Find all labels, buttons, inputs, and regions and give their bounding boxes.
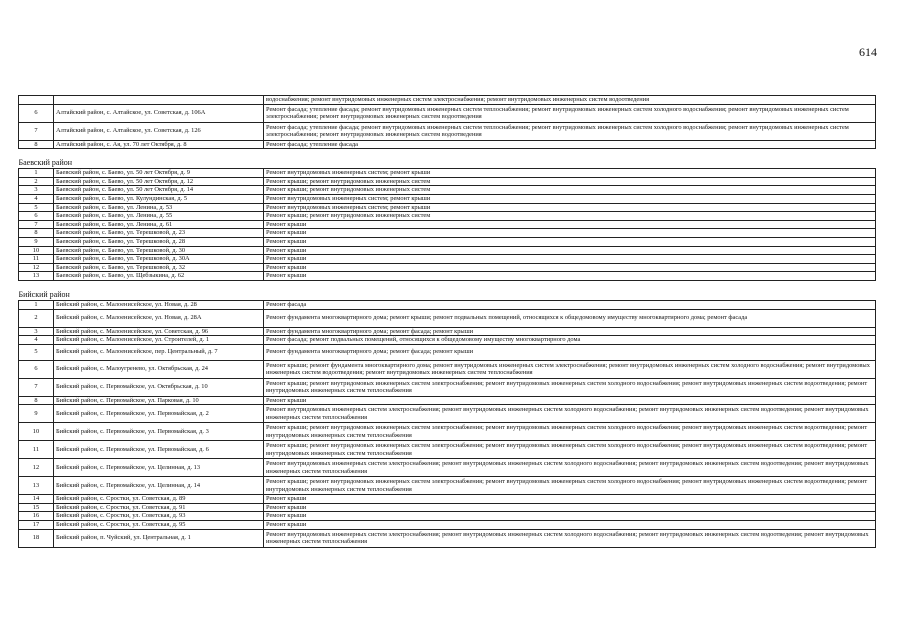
row-number: 17 [19,521,54,530]
row-works: Ремонт крыши [264,521,876,530]
row-number: 8 [19,229,54,238]
table-row [19,512,876,521]
row-works: Ремонт крыши [264,255,876,264]
row-works: Ремонт внутридомовых инженерных систем электроснабжения; ремонт внутридомовых инженерных систем холодного водоснабжения; ремонт внутридомовых инженерных систем водоотведения; ремонт внутридомовых инженерных систем теплоснабжения [264,405,876,423]
row-address [54,96,264,105]
row-number [19,96,54,105]
row-works: Ремонт фундамента многоквартирного дома; ремонт крыши; ремонт подвальных помещений, относящихся к общедомовому имуществу многоквартирного дома; ремонт фасада [264,309,876,327]
district-title: Бийский район [19,280,876,300]
document-body [18,95,876,548]
row-works: Ремонт крыши [264,220,876,229]
table-row [19,203,876,212]
row-works: Ремонт крыши [264,246,876,255]
row-number: 5 [19,344,54,360]
row-address: Бийский район, с. Малоенисейское, ул. Строителей, д. 1 [54,336,264,345]
row-address: Бийский район, с. Малоугренево, ул. Октябрьская, д. 24 [54,360,264,378]
row-number: 10 [19,423,54,441]
row-number: 8 [19,140,54,149]
row-address: Бийский район, с. Первомайское, ул. Целинная, д. 13 [54,459,264,477]
table-row [19,336,876,345]
table-row [19,169,876,178]
repair-program-table [18,95,876,548]
row-address: Бийский район, с. Малоенисейское, ул. Новая, д. 28 [54,300,264,309]
row-works: Ремонт фасада; ремонт подвальных помещений, относящихся к общедомовому имуществу многоквартирного дома [264,336,876,345]
row-number: 13 [19,477,54,495]
table-body [19,96,876,548]
row-number: 6 [19,212,54,221]
row-works: Ремонт внутридомовых инженерных систем; ремонт крыши [264,194,876,203]
table-row [19,529,876,547]
row-address: Алтайский район, с. Алтайское, ул. Советская, д. 106А [54,104,264,122]
row-works: Ремонт крыши [264,396,876,405]
row-address: Бийский район, п. Чуйский, ул. Центральная, д. 1 [54,529,264,547]
row-number: 2 [19,309,54,327]
table-row [19,272,876,281]
district-title: Баевский район [19,149,876,169]
row-address: Баевский район, с. Баево, ул. Ленина, д. 55 [54,212,264,221]
row-number: 6 [19,360,54,378]
row-works: Ремонт крыши; ремонт внутридомовых инженерных систем электроснабжения; ремонт внутридомовых инженерных систем холодного водоснабжения; ремонт внутридомовых инженерных систем водоотведения; ремонт внутридомовых инженерных систем теплоснабжения [264,378,876,396]
row-number: 1 [19,300,54,309]
table-row [19,229,876,238]
table-row [19,255,876,264]
row-works: Ремонт внутридомовых инженерных систем электроснабжения; ремонт внутридомовых инженерных систем холодного водоснабжения; ремонт внутридомовых инженерных систем водоотведения; ремонт внутридомовых инженерных систем теплоснабжения [264,459,876,477]
table-row [19,327,876,336]
row-works: Ремонт фасада [264,300,876,309]
row-works: Ремонт фасада; утепление фасада; ремонт внутридомовых инженерных систем теплоснабжения; ремонт внутридомовых инженерных систем холодного водоснабжения; ремонт внутридомовых инженерных систем электроснабжения; ремонт внутридомовых инженерных систем водоотведения [264,122,876,140]
row-address: Бийский район, с. Малоенисейское, ул. Советская, д. 96 [54,327,264,336]
row-address: Бийский район, с. Малоенисейское, пер. Центральный, д. 7 [54,344,264,360]
table-row [19,521,876,530]
table-row [19,104,876,122]
row-number: 18 [19,529,54,547]
row-number: 15 [19,503,54,512]
row-number: 7 [19,122,54,140]
row-works: Ремонт крыши [264,495,876,504]
district-header [19,149,876,169]
row-number: 9 [19,405,54,423]
row-works: Ремонт крыши [264,503,876,512]
row-address: Баевский район, с. Баево, ул. Терешковой, д. 23 [54,229,264,238]
table-row [19,186,876,195]
row-number: 16 [19,512,54,521]
table-row [19,96,876,105]
row-works: Ремонт фундамента многоквартирного дома; ремонт фасада; ремонт крыши [264,344,876,360]
row-address: Бийский район, с. Первомайское, ул. Первомайская, д. 3 [54,423,264,441]
row-works: Ремонт внутридомовых инженерных систем электроснабжения; ремонт внутридомовых инженерных систем холодного водоснабжения; ремонт внутридомовых инженерных систем водоотведения; ремонт внутридомовых инженерных систем теплоснабжения [264,529,876,547]
table-row [19,309,876,327]
row-address: Бийский район, с. Первомайское, ул. Октябрьская, д. 10 [54,378,264,396]
row-works: Ремонт внутридомовых инженерных систем; ремонт крыши [264,169,876,178]
table-row [19,405,876,423]
row-address: Бийский район, с. Первомайское, ул. Целинная, д. 14 [54,477,264,495]
row-address: Баевский район, с. Баево, ул. Ленина, д. 61 [54,220,264,229]
row-address: Бийский район, с. Первомайское, ул. Первомайская, д. 2 [54,405,264,423]
table-row [19,459,876,477]
row-number: 1 [19,169,54,178]
row-works: Ремонт фундамента многоквартирного дома; ремонт фасада; ремонт крыши [264,327,876,336]
table-row [19,396,876,405]
table-row [19,212,876,221]
row-address: Алтайский район, с. Алтайское, ул. Советская, д. 126 [54,122,264,140]
row-address: Баевский район, с. Баево, ул. 50 лет Октября, д. 12 [54,177,264,186]
row-works: Ремонт крыши; ремонт фундамента многоквартирного дома; ремонт внутридомовых инженерных систем электроснабжения; ремонт внутридомовых инженерных систем холодного водоснабжения; ремонт внутридомовых инженерных систем водоотведения; ремонт внутридомовых инженерных систем теплоснабжения [264,360,876,378]
table-row [19,477,876,495]
row-number: 10 [19,246,54,255]
table-row [19,300,876,309]
table-row [19,177,876,186]
row-address: Баевский район, с. Баево, ул. Терешковой, д. 28 [54,237,264,246]
table-row [19,503,876,512]
row-works: Ремонт крыши [264,263,876,272]
table-row [19,441,876,459]
row-address: Бийский район, с. Сростки, ул. Советская, д. 91 [54,503,264,512]
row-number: 7 [19,220,54,229]
row-address: Баевский район, с. Баево, ул. 50 лет Октября, д. 14 [54,186,264,195]
row-address: Бийский район, с. Первомайское, ул. Парковая, д. 10 [54,396,264,405]
row-number: 7 [19,378,54,396]
row-works: водоснабжения; ремонт внутридомовых инженерных систем электроснабжения; ремонт внутридомовых инженерных систем водоотведения [264,96,876,105]
table-row [19,140,876,149]
row-address: Баевский район, с. Баево, ул. Кулундинская, д. 5 [54,194,264,203]
row-address: Баевский район, с. Баево, ул. Терешковой, д. 30 [54,246,264,255]
row-address: Баевский район, с. Баево, ул. Терешковой, д. 30А [54,255,264,264]
table-row [19,378,876,396]
table-row [19,220,876,229]
table-row [19,122,876,140]
row-address: Баевский район, с. Баево, ул. Ленина, д. 53 [54,203,264,212]
row-works: Ремонт крыши; ремонт внутридомовых инженерных систем [264,177,876,186]
row-number: 14 [19,495,54,504]
row-address: Бийский район, с. Малоенисейское, ул. Новая, д. 28А [54,309,264,327]
table-row [19,263,876,272]
row-works: Ремонт крыши; ремонт внутридомовых инженерных систем электроснабжения; ремонт внутридомовых инженерных систем холодного водоснабжения; ремонт внутридомовых инженерных систем водоотведения; ремонт внутридомовых инженерных систем теплоснабжения [264,441,876,459]
table-row [19,237,876,246]
row-number: 3 [19,186,54,195]
row-number: 2 [19,177,54,186]
row-number: 4 [19,336,54,345]
row-number: 5 [19,203,54,212]
row-number: 12 [19,263,54,272]
table-row [19,360,876,378]
row-number: 4 [19,194,54,203]
row-works: Ремонт крыши; ремонт внутридомовых инженерных систем [264,212,876,221]
row-number: 11 [19,441,54,459]
row-works: Ремонт крыши; ремонт внутридомовых инженерных систем [264,186,876,195]
row-number: 11 [19,255,54,264]
row-address: Бийский район, с. Сростки, ул. Советская, д. 93 [54,512,264,521]
district-header [19,280,876,300]
table-row [19,495,876,504]
row-address: Алтайский район, с. Ая, ул. 70 лет Октября, д. 8 [54,140,264,149]
row-address: Баевский район, с. Баево, ул. Щебзыкина, д. 62 [54,272,264,281]
row-works: Ремонт крыши [264,237,876,246]
row-number: 9 [19,237,54,246]
row-works: Ремонт крыши [264,272,876,281]
row-works: Ремонт внутридомовых инженерных систем; ремонт крыши [264,203,876,212]
row-works: Ремонт крыши [264,229,876,238]
table-row [19,246,876,255]
row-address: Баевский район, с. Баево, ул. 50 лет Октября, д. 9 [54,169,264,178]
row-number: 3 [19,327,54,336]
row-address: Бийский район, с. Сростки, ул. Советская, д. 89 [54,495,264,504]
row-number: 6 [19,104,54,122]
row-number: 8 [19,396,54,405]
row-address: Бийский район, с. Сростки, ул. Советская, д. 95 [54,521,264,530]
row-address: Баевский район, с. Баево, ул. Терешковой, д. 32 [54,263,264,272]
table-row [19,423,876,441]
row-number: 13 [19,272,54,281]
table-row [19,344,876,360]
row-address: Бийский район, с. Первомайское, ул. Первомайская, д. 6 [54,441,264,459]
row-works: Ремонт крыши; ремонт внутридомовых инженерных систем электроснабжения; ремонт внутридомовых инженерных систем холодного водоснабжения; ремонт внутридомовых инженерных систем водоотведения; ремонт внутридомовых инженерных систем теплоснабжения [264,477,876,495]
table-row [19,194,876,203]
row-works: Ремонт крыши; ремонт внутридомовых инженерных систем электроснабжения; ремонт внутридомовых инженерных систем холодного водоснабжения; ремонт внутридомовых инженерных систем водоотведения; ремонт внутридомовых инженерных систем теплоснабжения [264,423,876,441]
row-works: Ремонт фасада; утепление фасада; ремонт внутридомовых инженерных систем теплоснабжения; ремонт внутридомовых инженерных систем холодного водоснабжения; ремонт внутридомовых инженерных систем электроснабжения; ремонт внутридомовых инженерных систем водоотведения [264,104,876,122]
row-number: 12 [19,459,54,477]
row-works: Ремонт фасада; утепление фасада [264,140,876,149]
page-number: 614 [859,45,877,59]
row-works: Ремонт крыши [264,512,876,521]
